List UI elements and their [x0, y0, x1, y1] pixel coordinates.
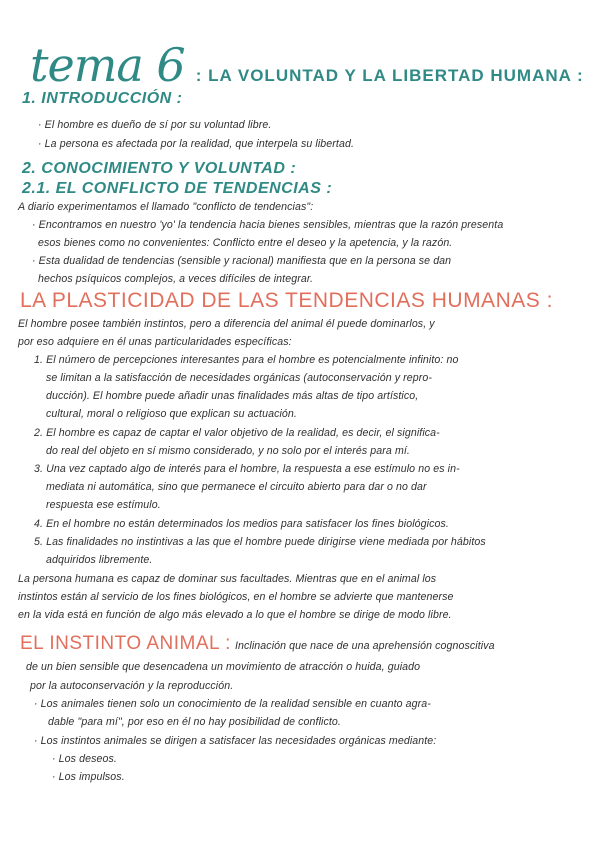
text-line: en la vida está en función de algo más elevado a lo que el hombre se dirige de modo libre. [18, 609, 452, 621]
heading-plasticidad: LA PLASTICIDAD DE LAS TENDENCIAS HUMANAS : [20, 289, 553, 312]
text-line: respuesta ese estímulo. [46, 499, 161, 511]
heading-introduccion: 1. INTRODUCCIÓN : [22, 90, 183, 107]
text-line: hechos psíquicos complejos, a veces difíciles de integrar. [38, 273, 314, 285]
text-line: La persona humana es capaz de dominar sus facultades. Mientras que en el animal los [18, 573, 437, 585]
list-item: · Los deseos. [52, 753, 117, 765]
text-line: · Esta dualidad de tendencias (sensible y racional) manifiesta que en la persona se dan [32, 255, 452, 267]
list-item: 4. En el hombre no están determinados los medios para satisfacer los fines biológicos. [34, 518, 449, 530]
text-line: cultural, moral o religioso que explican su actuación. [46, 408, 297, 420]
instinto-first-line [20, 633, 495, 655]
list-item: · Los instintos animales se dirigen a satisfacer las necesidades orgánicas mediante: [34, 735, 437, 747]
text-line: · Encontramos en nuestro 'yo' la tendencia hacia bienes sensibles, mientras que la razón presenta [32, 219, 504, 231]
text-line: Inclinación que nace de una aprehensión cognoscitiva [234, 640, 495, 652]
title-subtitle: : LA VOLUNTAD Y LA LIBERTAD HUMANA : [195, 66, 584, 85]
text-line: por eso adquiere en él unas particularidades específicas: [18, 336, 292, 348]
page-title [30, 38, 584, 92]
list-item: · Los impulsos. [52, 771, 125, 783]
text-line: se limitan a la satisfacción de necesidades orgánicas (autoconservación y repro- [46, 372, 433, 384]
list-item: · Los animales tienen solo un conocimiento de la realidad sensible en cuanto agra- [34, 698, 431, 710]
list-item: 3. Una vez captado algo de interés para el hombre, la respuesta a ese estímulo no es in- [34, 463, 460, 475]
text-line: de un bien sensible que desencadena un movimiento de atracción o huida, guiado [26, 661, 421, 673]
text-line: instintos están al servicio de los fines biológicos, en el hombre se advierte que mantenerse [18, 591, 454, 603]
heading-conflicto: 2.1. EL CONFLICTO DE TENDENCIAS : [22, 180, 333, 197]
text-line: adquiridos libremente. [46, 554, 153, 566]
list-item: 2. El hombre es capaz de captar el valor objetivo de la realidad, es decir, el significa- [34, 427, 440, 439]
text-line: dable "para mí", por eso en él no hay posibilidad de conflicto. [48, 716, 341, 728]
text-line: El hombre posee también instintos, pero a diferencia del animal él puede dominarlos, y [18, 318, 435, 330]
heading-instinto: EL INSTINTO ANIMAL : [20, 633, 231, 654]
heading-conocimiento: 2. CONOCIMIENTO Y VOLUNTAD : [22, 160, 297, 177]
list-item: 5. Las finalidades no instintivas a las que el hombre puede dirigirse viene mediada por hábitos [34, 536, 486, 548]
title-script: tema 6 [30, 38, 185, 92]
text-line: · El hombre es dueño de sí por su voluntad libre. [38, 119, 272, 131]
text-line: esos bienes como no convenientes: Conflicto entre el deseo y la apetencia, y la razón. [38, 237, 453, 249]
text-line: ducción). El hombre puede añadir unas finalidades más altas de tipo artístico, [46, 390, 419, 402]
text-line: do real del objeto en sí mismo considerado, y no solo por el interés para mí. [46, 445, 410, 457]
text-line: por la autoconservación y la reproducción. [30, 680, 234, 692]
text-line: · La persona es afectada por la realidad, que interpela su libertad. [38, 138, 354, 150]
text-line: mediata ni automática, sino que permanece el circuito abierto para dar o no dar [46, 481, 427, 493]
text-line: A diario experimentamos el llamado "conflicto de tendencias": [18, 201, 314, 213]
list-item: 1. El número de percepciones interesantes para el hombre es potencialmente infinito: no [34, 354, 459, 366]
